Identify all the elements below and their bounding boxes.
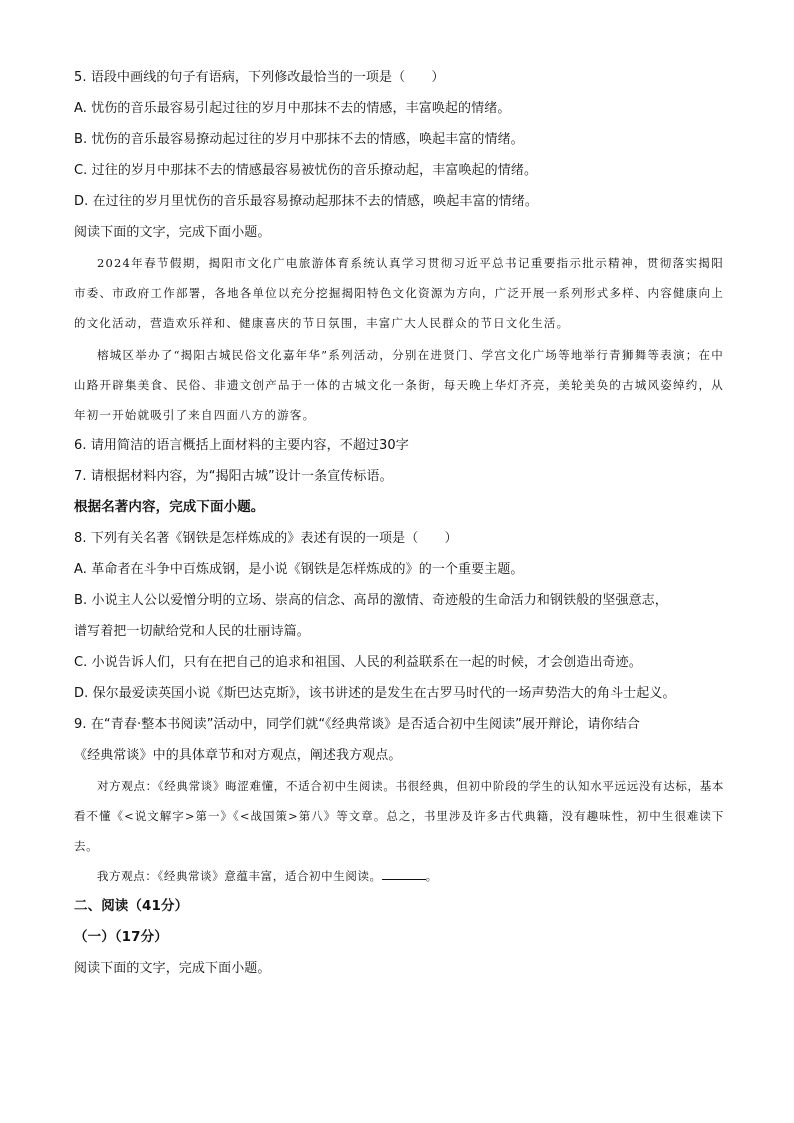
q6-stem: 6. 请用简洁的语言概括上面材料的主要内容，不超过30字	[74, 438, 409, 453]
read1-instruction: 阅读下面的文字，完成下面小题。	[74, 225, 271, 240]
q9-our-view-text: 我方观点：《经典常谈》意蕴丰富，适合初中生阅读。	[97, 869, 382, 883]
q9-stem-line-1: 9. 在“青春·整本书阅读”活动中，同学们就“《经典常谈》是否适合初中生阅读”展开辩论，请你结合	[74, 717, 640, 732]
part2-subheading: （一）（17分）	[74, 929, 168, 945]
q5-option-c: C. 过往的岁月中那抹不去的情感最容易被忧伤的音乐撩动起，丰富唤起的情绪。	[74, 163, 538, 178]
part2-instruction: 阅读下面的文字，完成下面小题。	[74, 961, 271, 976]
read1-paragraph-1: 2024年春节假期，揭阳市文化广电旅游体育系统认真学习贯彻习近平总书记重要指示批示精神，贯彻落实揭阳市委、市政府工作部署，各地各单位以充分挖掘揭阳特色文化资源为方向，广泛开展一系列形式多样、内容健康向上的文化活动，营造欢乐祥和、健康喜庆的节日氛围，丰富广大人民群众的节日文化生活。	[74, 256, 724, 330]
q9-our-view	[74, 861, 724, 891]
part2-heading: 二、阅读（41分）	[74, 898, 189, 914]
section-heading: 根据名著内容，完成下面小题。	[74, 499, 265, 515]
q8-stem: 8. 下列有关名著《钢铁是怎样炼成的》表述有误的一项是（ ）	[74, 531, 458, 546]
q8-option-b-line-2: 谱写着把一切献给党和人民的壮丽诗篇。	[74, 624, 310, 639]
q9-our-view-end: 。	[425, 869, 438, 883]
q7-stem: 7. 请根据材料内容，为“揭阳古城”设计一条宣传标语。	[74, 469, 393, 484]
q8-option-d: D. 保尔最爱读英国小说《斯巴达克斯》，该书讲述的是发生在古罗马时代的一场声势浩大的角斗士起义。	[74, 686, 676, 701]
q8-option-a: A. 革命者在斗争中百炼成钢，是小说《钢铁是怎样炼成的》的一个重要主题。	[74, 562, 524, 577]
q8-option-c: C. 小说告诉人们，只有在把自己的追求和祖国、人民的利益联系在一起的时候，才会创造出奇迹。	[74, 655, 642, 670]
q5-option-b: B. 忧伤的音乐最容易撩动起过往的岁月中那抹不去的情感，唤起丰富的情绪。	[74, 132, 524, 147]
q5-stem: 5. 语段中画线的句子有语病，下列修改最恰当的一项是（ ）	[74, 70, 445, 85]
q5-option-d: D. 在过往的岁月里忧伤的音乐最容易撩动起那抹不去的情感，唤起丰富的情绪。	[74, 194, 538, 209]
q9-stem-line-2: 《经典常谈》中的具体章节和对方观点，阐述我方观点。	[74, 748, 402, 763]
read1-paragraph-2: 榕城区举办了“揭阳古城民俗文化嘉年华”系列活动，分别在进贤门、学宫文化广场等地举行青狮舞等表演；在中山路开辟集美食、民俗、非遗文创产品于一体的古城文化一条街，每天晚上华灯齐亮，美轮美奂的古城风姿绰约，从年初一开始就吸引了来自四面八方的游客。	[74, 348, 724, 422]
answer-blank[interactable]	[382, 867, 426, 880]
q5-option-a: A. 忧伤的音乐最容易引起过往的岁月中那抹不去的情感，丰富唤起的情绪。	[74, 101, 511, 116]
q9-opponent-view: 对方观点：《经典常谈》晦涩难懂，不适合初中生阅读。书很经典，但初中阶段的学生的认知水平远远没有达标，基本看不懂《<说文解字>第一》《<战国策>第八》等文章。总之，书里涉及许多古代典籍，没有趣味性，初中生很难读下去。	[74, 779, 724, 853]
q8-option-b-line-1: B. 小说主人公以爱憎分明的立场、崇高的信念、高昂的激情、奇迹般的生命活力和钢铁般的坚强意志，	[74, 593, 668, 608]
